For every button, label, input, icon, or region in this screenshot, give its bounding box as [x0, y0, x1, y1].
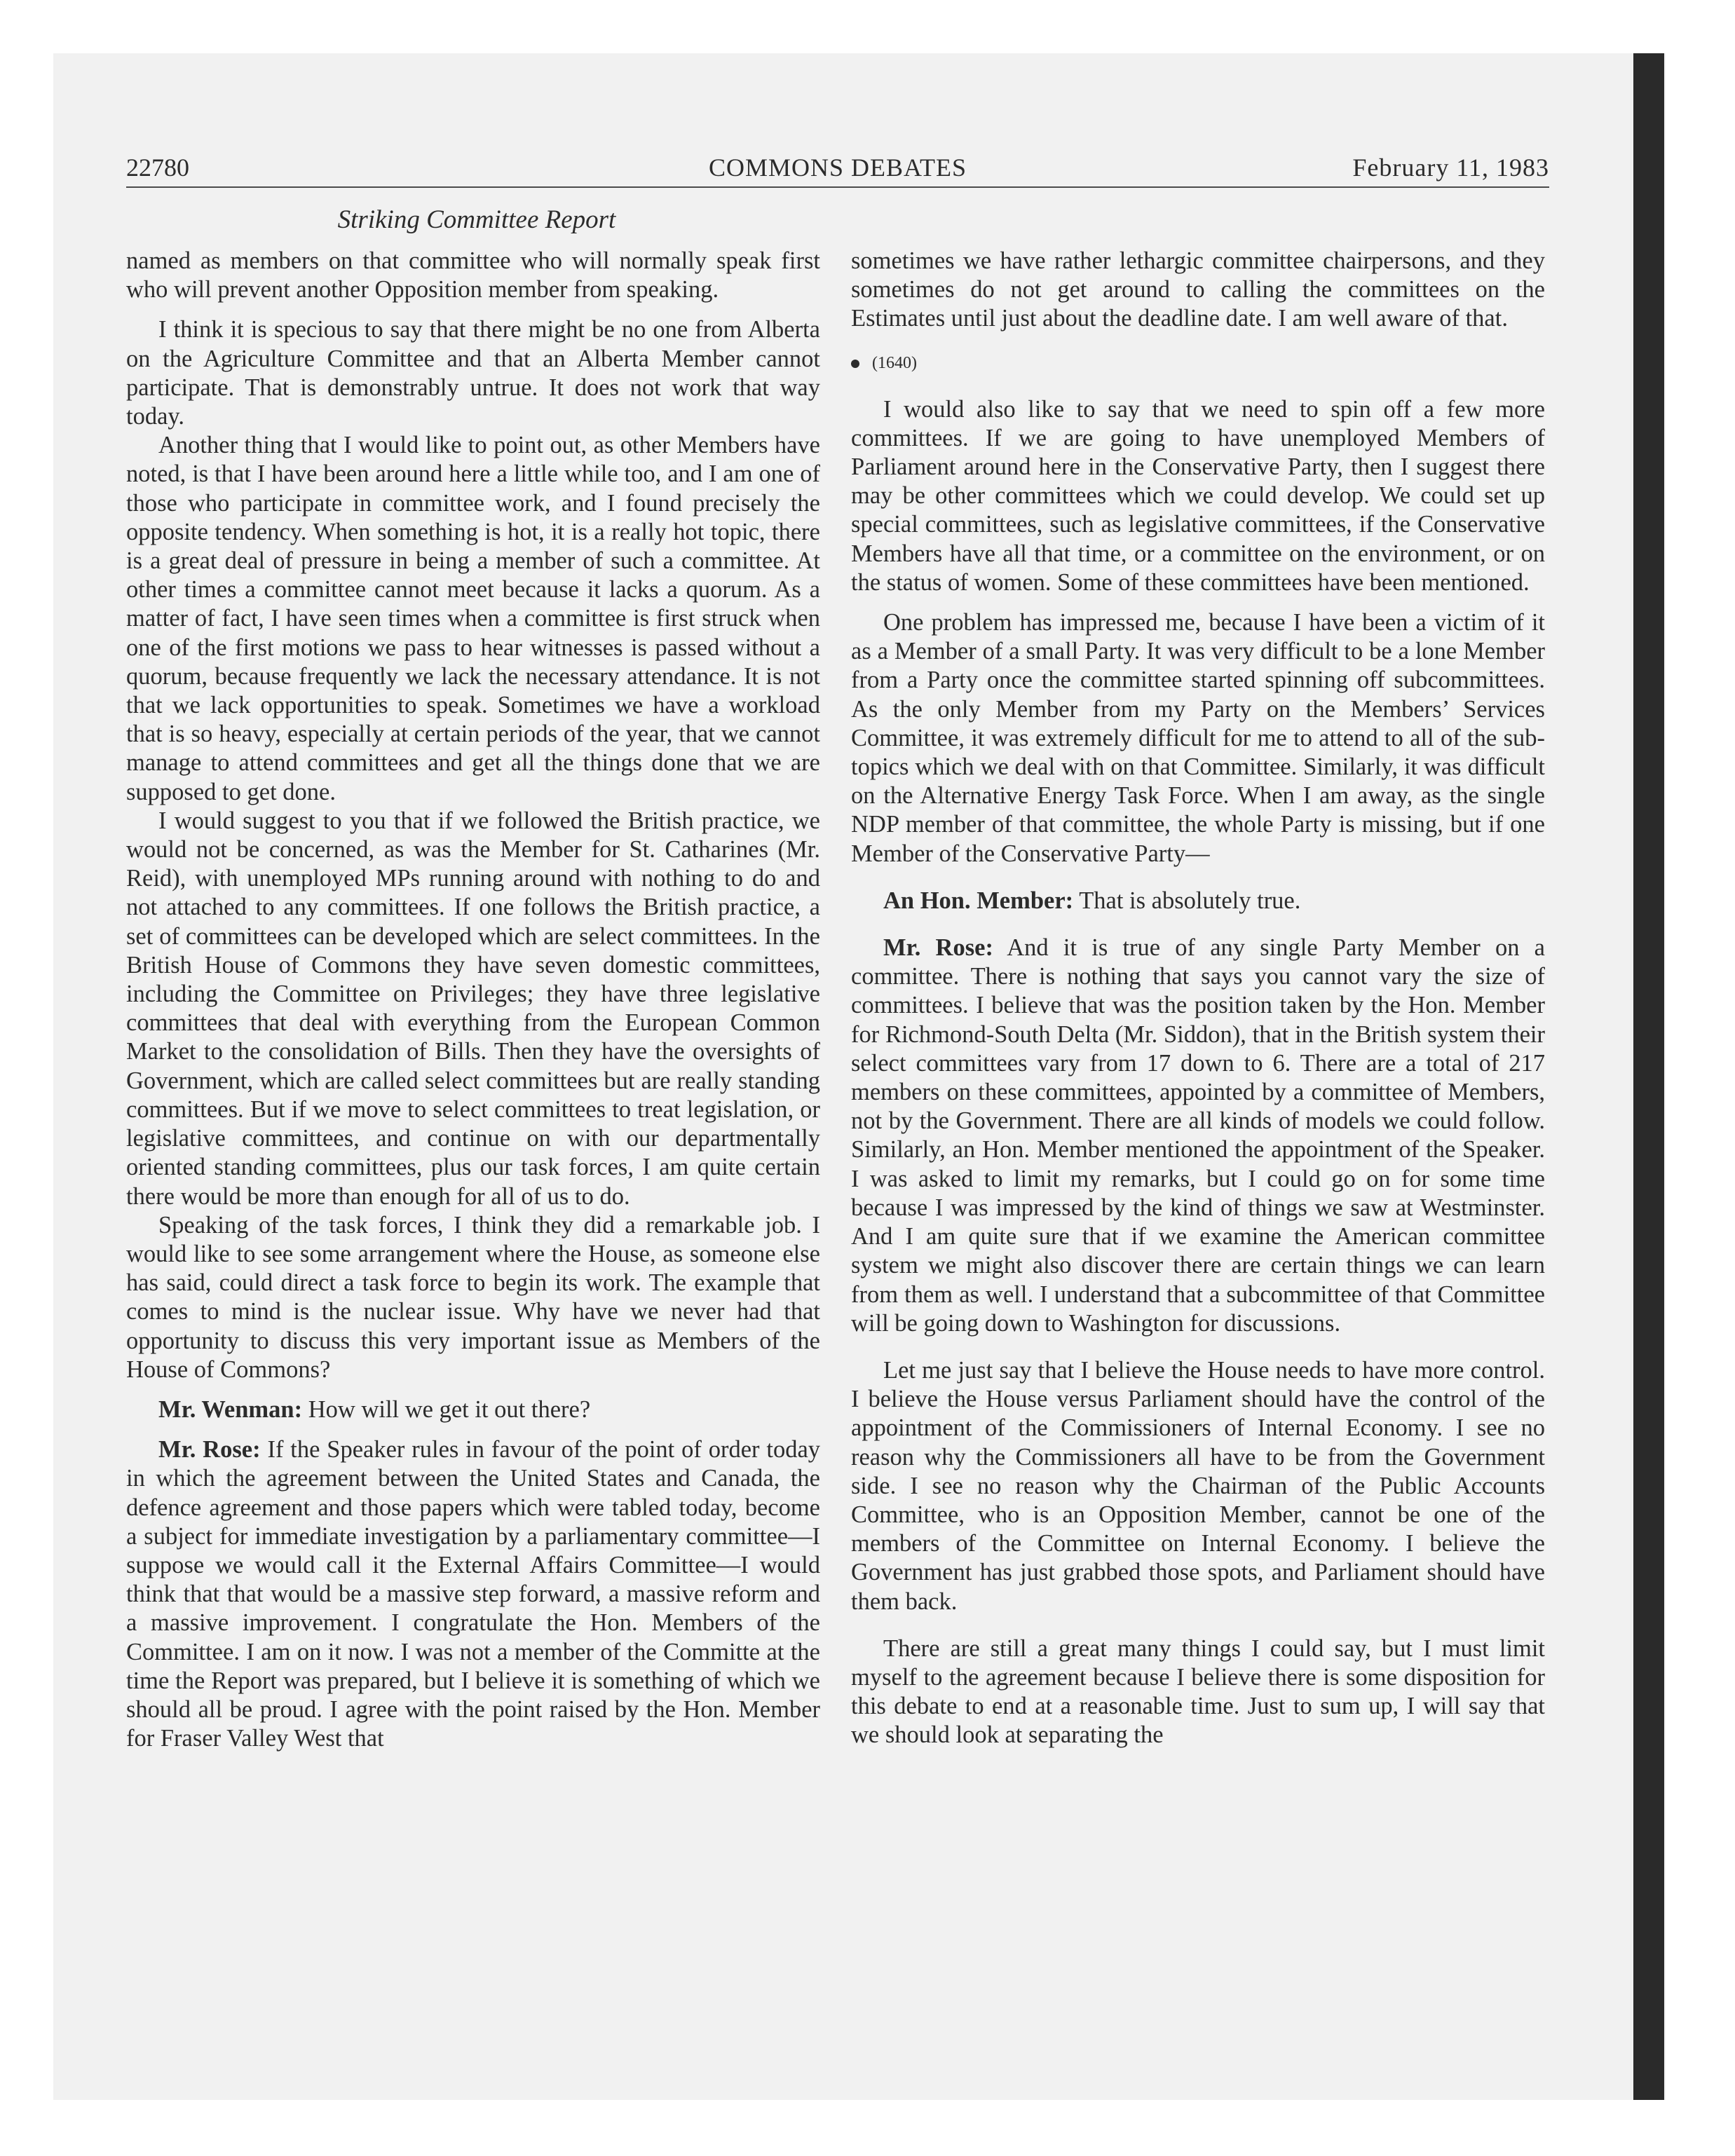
speech-paragraph: Mr. Rose: If the Speaker rules in favour of the point of order today in which the agreement between the United States and Canada, the defence agreement and those papers which were tabled today, become a subject for immediate investigation by a parliamentary committee—I suppose we would call it the External Affairs Committee—I would think that that would be a massive step forward, a massive reform and a massive improvement. I congratulate the Hon. Members of the Committee. I am on it now. I was not a member of the Committe at the time the Report was prepared, but I believe it is something of which we should all be proud. I agree with the point raised by the Hon. Member for Fraser Valley West that — [126, 1436, 821, 1752]
paragraph: One problem has impressed me, because I have been a victim of it as a Member of a small Party. It was very difficult to be a lone Member from a Party once the committee started spinning off subcommittees. As the only Member from my Party on the Members’ Services Committee, it was extremely difficult for me to attend to all of the sub-topics which we deal with on that Committee. Similarly, it was difficult on the Alternative Energy Task Force. When I am away, as the single NDP member of that committee, the whole Party is missing, but if one Member of the Conservative Party— — [851, 609, 1545, 867]
header-rule — [126, 186, 1549, 188]
speech-paragraph: Mr. Wenman: How will we get it out there? — [158, 1396, 591, 1423]
paragraph: I would suggest to you that if we followed the British practice, we would not be concerned, as was the Member for St. Catharines (Mr. Reid), with unemployed MPs running around with nothing to do and not attached to any committees. If one follows the British practice, a set of committees can be developed which are select committees. In the British House of Commons they have seven domestic committees, including the Committee on Privileges; they have three legislative committees that deal with everything from the European Common Market to the consolidation of Bills. Then they have the oversights of Government, which are called select committees but are really standing committees. But if we move to select committees to treat legislation, or legislative committees, and continue on with our departmentally oriented standing committees, plus our task forces, I am quite certain there would be more than enough for all of us to do. — [126, 807, 820, 1210]
speech-paragraph: Mr. Rose: And it is true of any single Party Member on a committee. There is nothing that says you cannot vary the size of committees. I believe that was the position taken by the Hon. Member for Richmond-South Delta (Mr. Siddon), that in the British system their select committees vary from 17 down to 6. There are a total of 217 members on these committees, appointed by a committee of Members, not by the Government. There are all kinds of models we could follow. Similarly, an Hon. Member mentioned the appointment of the Speaker. I was asked to limit my remarks, but I could go on for some time because I was impressed by the kind of things we saw at Westminster. And I am quite sure that if we examine the American committee system we might also discover there are certain things we can learn from them as well. I understand that a subcommittee of that Committee will be going down to Washington for discussions. — [851, 934, 1545, 1337]
publication-title: COMMONS DEBATES — [708, 153, 967, 182]
speaker-name: Mr. Rose: — [158, 1436, 261, 1464]
paragraph: named as members on that committee who will normally speak first who will prevent another Opposition member from speaking. — [126, 247, 820, 303]
time-marker: (1640) — [851, 349, 1545, 377]
binding-edge — [1633, 53, 1664, 2100]
paragraph: I would also like to say that we need to spin off a few more committees. If we are going to have unemployed Members of Parliament around here in the Conservative Party, then I suggest there may be other committees which we could develop. We could set up special committees, such as legislative committees, if the Conservative Members have all that time, or a committee on the environment, or on the status of women. Some of these committees have been mentioned. — [851, 395, 1545, 596]
speaker-name: Mr. Wenman: — [158, 1396, 303, 1423]
left-column — [126, 247, 820, 1753]
speaker-name: An Hon. Member: — [883, 887, 1074, 914]
right-column — [851, 247, 1545, 1750]
page-header — [126, 153, 1549, 189]
speaker-name: Mr. Rose: — [883, 934, 993, 962]
paragraph: sometimes we have rather lethargic committee chairpersons, and they sometimes do not get around to calling the committees on the Estimates until just about the deadline date. I am well aware of that. — [851, 247, 1545, 332]
bullet-icon — [851, 360, 859, 368]
paragraph: Another thing that I would like to point out, as other Members have noted, is that I have been around here a little while too, and I am one of those who participate in committee work, and I found precisely the opposite tendency. When something is hot, it is a really hot topic, there is a great deal of pressure in being a member of such a committee. At other times a committee cannot meet because it lacks a quorum. As a matter of fact, I have seen times when a committee is first struck when one of the first motions we pass to hear witnesses is passed without a quorum, because frequently we lack the necessary attendance. It is not that we lack opportunities to speak. Sometimes we have a workload that is so heavy, especially at certain periods of the year, that we cannot manage to attend committees and get all the things done that we are supposed to get done. — [126, 432, 820, 805]
paragraph: There are still a great many things I could say, but I must limit myself to the agreement because I believe there is some disposition for this debate to end at a reasonable time. Just to sum up, I will say that we should look at separating the — [851, 1635, 1545, 1749]
paragraph: I think it is specious to say that there might be no one from Alberta on the Agriculture Committee and that an Alberta Member cannot participate. That is demonstrably untrue. It does not work that way today. — [126, 316, 820, 430]
page-number: 22780 — [126, 153, 189, 182]
speech-paragraph: An Hon. Member: That is absolutely true. — [883, 887, 1301, 914]
paragraph: Speaking of the task forces, I think they did a remarkable job. I would like to see some arrangement where the House, as someone else has said, could direct a task force to begin its work. The example that comes to mind is the nuclear issue. Why have we never had that opportunity to discuss this very important issue as Members of the House of Commons? — [126, 1211, 820, 1383]
running-head: Striking Committee Report — [337, 205, 616, 234]
paragraph: Let me just say that I believe the House needs to have more control. I believe the House versus Parliament should have the control of the appointment of the Commissioners of Internal Economy. I see no reason why the Commissioners all have to be from the Government side. I see no reason why the Chairman of the Public Accounts Committee, who is an Opposition Member, cannot be one of the members of the Committee on Internal Economy. I believe the Government has just grabbed those spots, and Parliament should have them back. — [851, 1356, 1545, 1615]
publication-date: February 11, 1983 — [1352, 153, 1549, 182]
